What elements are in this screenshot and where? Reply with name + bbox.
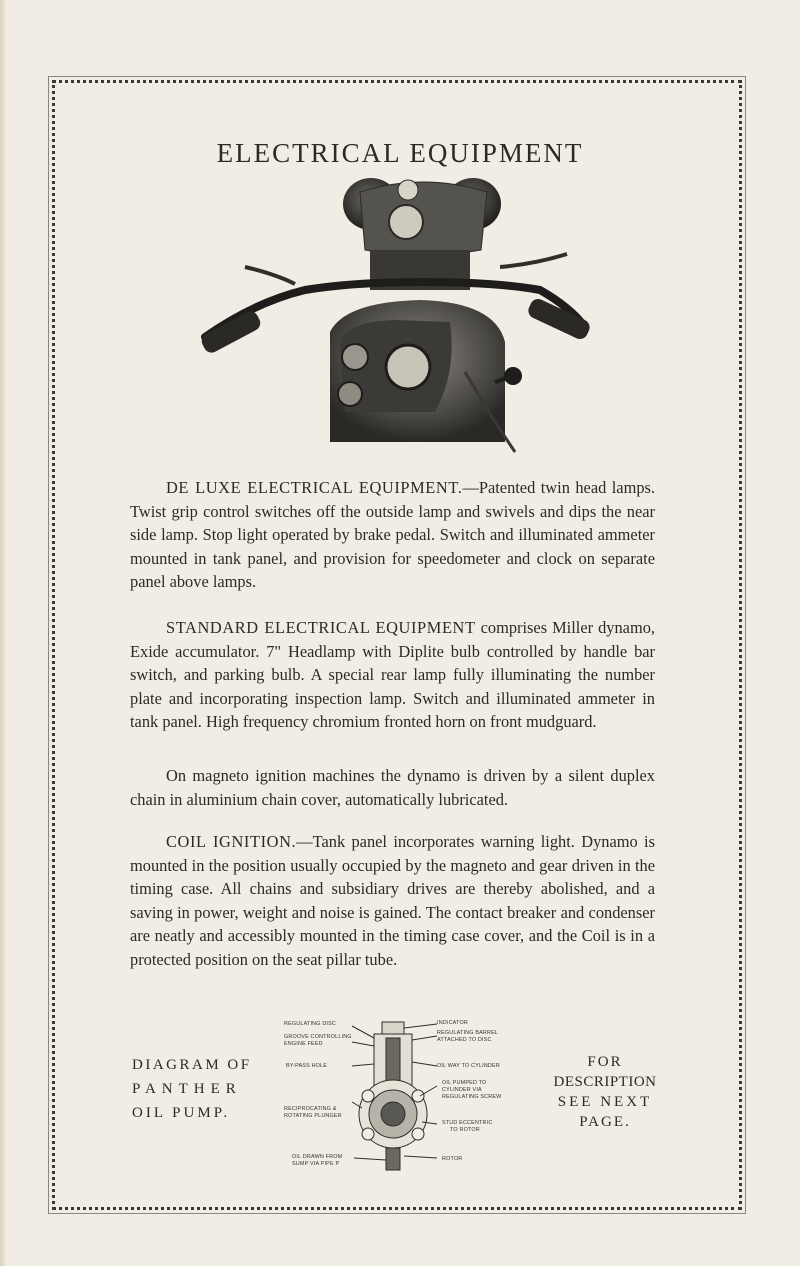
standard-heading: STANDARD ELECTRICAL EQUIPMENT (166, 618, 476, 637)
magneto-body: On magneto ignition machines the dynamo is driven by a silent duplex chain in aluminium chain cover, automatically lubricated. (130, 766, 655, 809)
label-groove: GROOVE CONTROLLING (284, 1034, 352, 1040)
page-edge (0, 0, 6, 1266)
caption-left-line: OIL PUMP. (132, 1105, 231, 1121)
deluxe-paragraph (130, 476, 655, 594)
deluxe-body: —Patented twin head lamps. Twist grip control switches off the outside lamp and swivels and dips the near side lamp. Stop light operated by brake pedal. Switch and illuminated ammeter mounted in tank panel, and provision for speedometer and clock on separate panel above lamps. (130, 478, 655, 592)
standard-paragraph (130, 616, 655, 734)
diagram-caption-left (132, 1053, 252, 1125)
label-cylinder-via: CYLINDER VIA (442, 1087, 482, 1093)
deluxe-heading: DE LUXE ELECTRICAL EQUIPMENT. (166, 478, 463, 497)
label-sump: SUMP VIA PIPE P (292, 1161, 340, 1167)
diagram-caption-right (540, 1052, 670, 1132)
label-attached: ATTACHED TO DISC (437, 1037, 492, 1043)
label-engine-feed: ENGINE FEED (284, 1041, 323, 1047)
caption-left-line: DIAGRAM OF (132, 1057, 252, 1073)
motorcycle-handlebar-photo (195, 172, 595, 457)
page-title: ELECTRICAL EQUIPMENT (216, 138, 584, 169)
coil-paragraph (130, 830, 655, 972)
label-indicator: INDICATOR (437, 1020, 468, 1026)
caption-left-line: PANTHER (132, 1081, 242, 1097)
label-regulating-screw: REGULATING SCREW (442, 1094, 502, 1100)
label-reciprocating: RECIPROCATING & (284, 1106, 337, 1112)
label-rotor: ROTOR (442, 1156, 463, 1162)
magneto-paragraph (130, 764, 655, 811)
label-regulating-disc: REGULATING DISC (284, 1021, 337, 1027)
caption-right-line: SEE NEXT (557, 1094, 653, 1110)
label-regulating-barrel: REGULATING BARREL (437, 1030, 499, 1036)
label-oil-drawn: OIL DRAWN FROM (292, 1154, 343, 1160)
caption-right-line: PAGE. (579, 1114, 631, 1130)
label-bypass: BY-PASS HOLE (286, 1063, 328, 1069)
oil-pump-diagram (282, 1016, 516, 1186)
standard-body: comprises Miller dynamo, Exide accumulator. 7" Headlamp with Diplite bulb controlled by handle bar switch, and parking bulb. A special rear lamp fully illuminating the number plate and incorporating inspection lamp. Switch and illuminated ammeter in tank panel. High frequency chromium fronted horn on front mudguard. (130, 618, 655, 732)
label-stud-eccentric: STUD ECCENTRIC (442, 1120, 493, 1126)
caption-right-line: DESCRIPTION (553, 1074, 657, 1090)
label-to-rotor: TO ROTOR (450, 1127, 480, 1133)
label-oil-pumped: OIL PUMPED TO (442, 1080, 487, 1086)
caption-right-line: FOR (587, 1054, 623, 1070)
coil-heading: COIL IGNITION. (166, 832, 297, 851)
coil-body: —Tank panel incorporates warning light. Dynamo is mounted in the position usually occupied by the magneto and gear driven in the timing case. All chains and subsidiary drives are thereby abolished, and a saving in power, weight and noise is gained. The contact breaker and condenser are neatly and accessibly mounted in the timing case cover, and the Coil is in a protected position on the seat pillar tube. (130, 832, 655, 969)
label-rotating: ROTATING PLUNGER (284, 1113, 342, 1119)
label-oil-way: OIL WAY TO CYLINDER (437, 1063, 500, 1069)
